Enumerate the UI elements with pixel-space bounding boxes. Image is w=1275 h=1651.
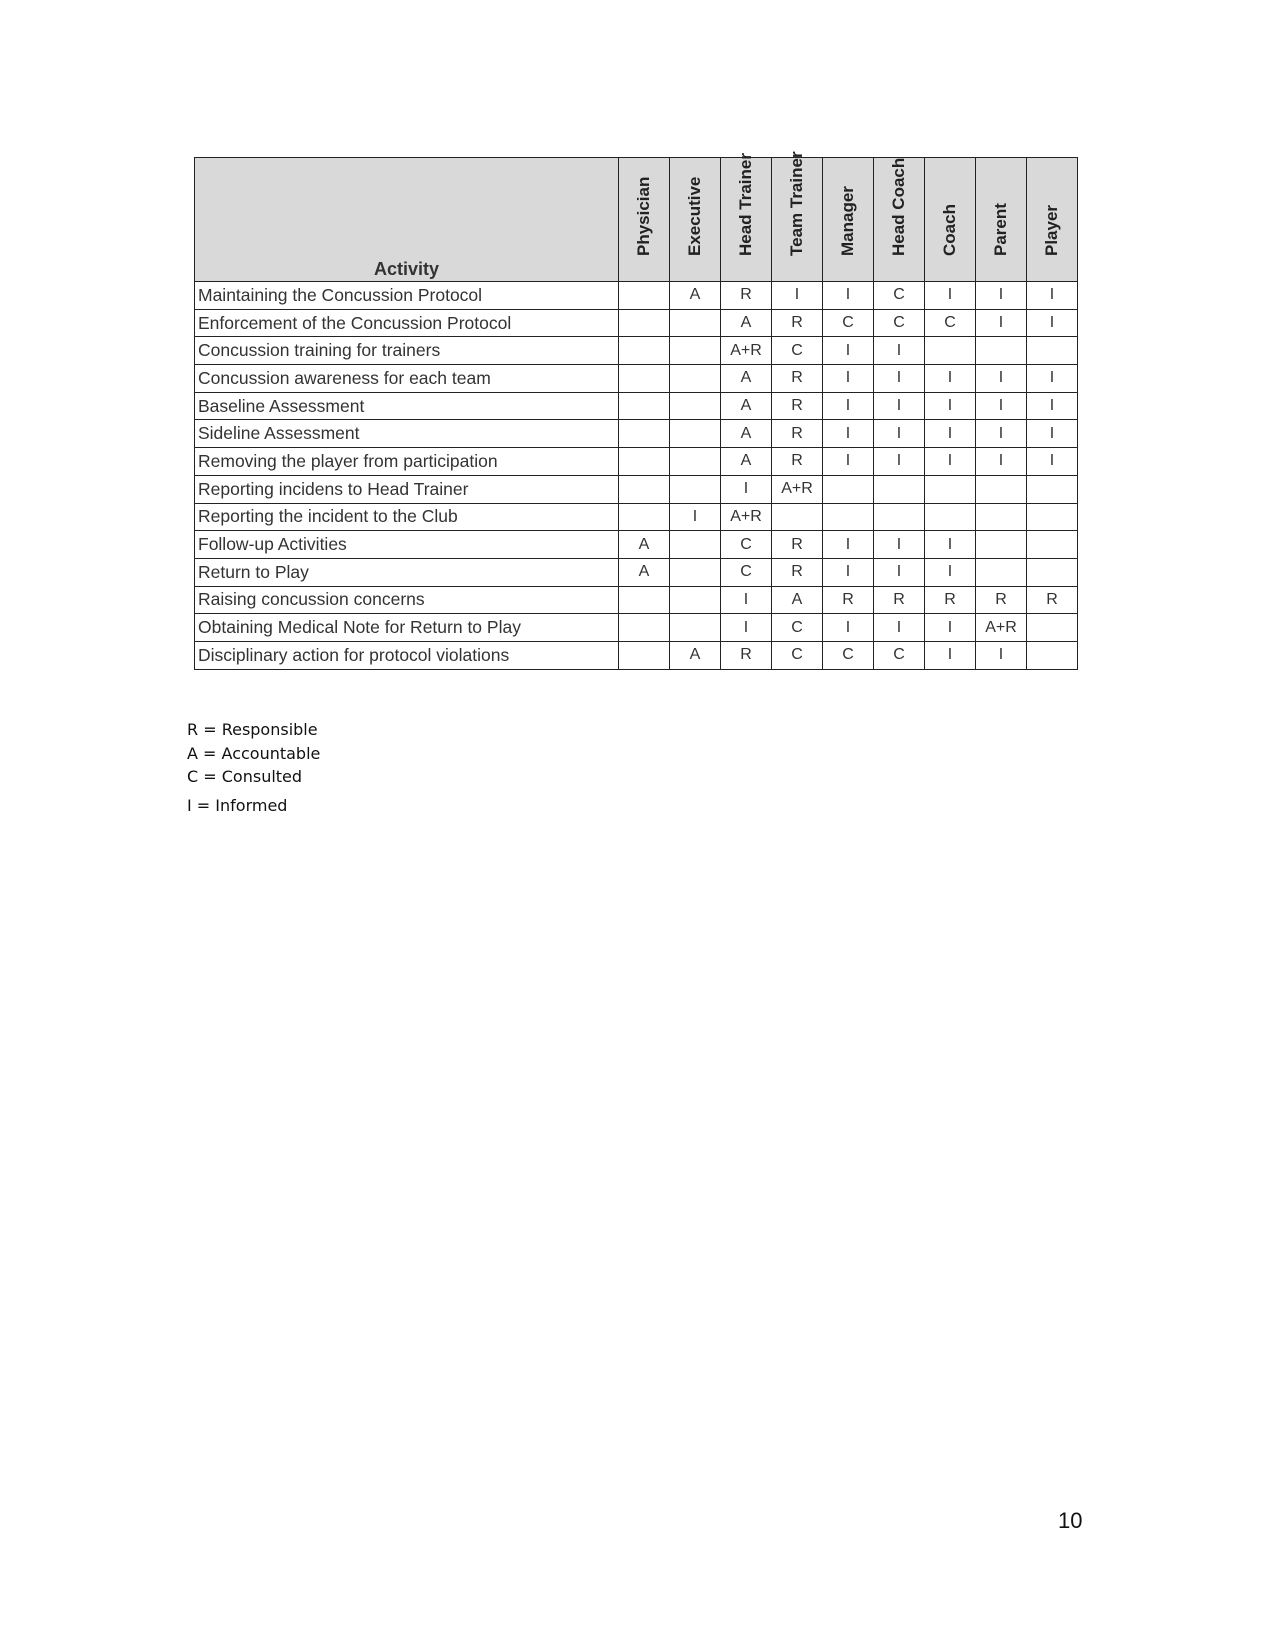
raci-cell [619,365,670,393]
table-row [195,392,1078,420]
role-column-header [670,158,721,282]
raci-cell: I [925,365,976,393]
raci-cell [976,558,1027,586]
raci-cell: C [823,641,874,669]
raci-matrix-table [194,151,1078,670]
raci-cell: R [772,420,823,448]
activity-cell: Concussion awareness for each team [195,365,619,393]
raci-cell [619,641,670,669]
raci-cell: I [823,365,874,393]
raci-cell [976,337,1027,365]
role-label: Manager [838,186,857,256]
raci-cell [619,448,670,476]
raci-cell: A [721,448,772,476]
raci-cell: I [823,558,874,586]
raci-cell [619,420,670,448]
raci-cell: I [874,392,925,420]
activity-cell: Raising concussion concerns [195,586,619,614]
raci-cell: A [619,531,670,559]
role-column-header [976,158,1027,282]
raci-cell [670,365,721,393]
raci-cell: I [976,448,1027,476]
activity-cell: Reporting the incident to the Club [195,503,619,531]
activity-cell: Follow-up Activities [195,531,619,559]
role-label: Head Trainer [736,153,755,256]
raci-cell: A [670,282,721,310]
raci-cell: I [823,448,874,476]
raci-cell: I [721,475,772,503]
raci-cell: C [721,558,772,586]
legend [187,718,320,817]
role-column-header [823,158,874,282]
raci-cell: I [925,392,976,420]
raci-cell: I [823,282,874,310]
raci-cell: C [721,531,772,559]
raci-cell [670,475,721,503]
raci-cell [823,475,874,503]
raci-cell [619,337,670,365]
raci-cell: I [823,337,874,365]
raci-cell [619,503,670,531]
raci-cell: C [925,309,976,337]
raci-cell: C [874,641,925,669]
raci-cell [1027,614,1078,642]
raci-cell [1027,475,1078,503]
raci-cell [619,614,670,642]
role-label: Executive [685,176,704,256]
table-row [195,475,1078,503]
legend-item: I = Informed [187,795,288,815]
activity-cell: Maintaining the Concussion Protocol [195,282,619,310]
raci-cell [619,586,670,614]
raci-cell: I [1027,309,1078,337]
raci-cell: I [976,365,1027,393]
raci-cell: A [772,586,823,614]
raci-cell: I [874,531,925,559]
raci-cell: I [925,641,976,669]
raci-cell: R [772,392,823,420]
raci-cell: I [874,337,925,365]
role-label: Coach [940,204,959,256]
table-row [195,503,1078,531]
activity-cell: Concussion training for trainers [195,337,619,365]
raci-cell: I [721,614,772,642]
raci-cell: I [1027,420,1078,448]
raci-cell: R [772,309,823,337]
raci-cell [670,614,721,642]
table-row [195,448,1078,476]
raci-cell [925,337,976,365]
raci-cell: A+R [772,475,823,503]
raci-cell: C [772,641,823,669]
raci-cell: I [874,365,925,393]
raci-cell [619,475,670,503]
raci-cell: C [823,309,874,337]
raci-cell [670,309,721,337]
raci-cell: I [874,420,925,448]
raci-cell: I [823,420,874,448]
raci-cell: A+R [976,614,1027,642]
raci-cell: A [619,558,670,586]
raci-cell: I [925,614,976,642]
role-label: Player [1042,204,1061,256]
raci-cell [976,503,1027,531]
table-row [195,558,1078,586]
raci-cell [619,392,670,420]
raci-cell: R [1027,586,1078,614]
table-row [195,337,1078,365]
table-body [195,282,1078,670]
role-column-header [925,158,976,282]
table-row [195,531,1078,559]
raci-cell: I [976,420,1027,448]
role-column-header [721,153,772,282]
raci-cell: C [874,282,925,310]
role-label: Head Coach [889,157,908,256]
activity-cell: Baseline Assessment [195,392,619,420]
raci-cell: A+R [721,337,772,365]
raci-cell: I [874,614,925,642]
activity-cell: Sideline Assessment [195,420,619,448]
raci-cell: I [874,448,925,476]
activity-column-header: Activity [195,158,619,282]
raci-cell: I [670,503,721,531]
raci-cell: R [976,586,1027,614]
raci-cell: I [925,448,976,476]
raci-cell: I [925,282,976,310]
raci-cell: R [721,641,772,669]
header-row [195,158,1078,282]
table-row [195,365,1078,393]
raci-cell: I [1027,448,1078,476]
raci-cell [874,475,925,503]
table-row [195,641,1078,669]
raci-cell: R [925,586,976,614]
raci-cell [976,475,1027,503]
table-row [195,586,1078,614]
raci-cell: I [823,392,874,420]
raci-cell: I [976,392,1027,420]
raci-cell [670,531,721,559]
raci-cell: I [976,282,1027,310]
legend-item: C = Consulted [187,767,303,786]
raci-cell: R [721,282,772,310]
raci-cell [619,309,670,337]
table-row [195,614,1078,642]
raci-cell: R [772,365,823,393]
raci-cell [1027,641,1078,669]
raci-cell: R [874,586,925,614]
raci-cell: A [721,420,772,448]
raci-cell: R [772,558,823,586]
raci-cell [1027,337,1078,365]
raci-cell [976,531,1027,559]
role-column-header [1027,158,1078,282]
raci-cell: I [823,531,874,559]
activity-cell: Enforcement of the Concussion Protocol [195,309,619,337]
raci-cell: R [772,531,823,559]
activity-cell: Reporting incidens to Head Trainer [195,475,619,503]
role-column-header [874,158,925,282]
activity-cell: Obtaining Medical Note for Return to Play [195,614,619,642]
raci-cell [670,586,721,614]
raci-cell: C [772,614,823,642]
role-column-header [619,158,670,282]
raci-cell: I [925,558,976,586]
raci-cell: I [1027,282,1078,310]
raci-cell [1027,503,1078,531]
raci-cell: I [925,531,976,559]
raci-cell: A [721,309,772,337]
raci-cell [1027,558,1078,586]
raci-cell: I [1027,365,1078,393]
raci-cell: I [772,282,823,310]
table-header [195,151,1078,282]
raci-cell: I [1027,392,1078,420]
raci-cell: I [925,420,976,448]
raci-cell: I [976,641,1027,669]
legend-item: R = Responsible [187,720,318,739]
raci-cell: A [721,365,772,393]
raci-cell [670,337,721,365]
raci-cell: A [670,641,721,669]
legend-item: A = Accountable [187,743,321,763]
raci-cell [874,503,925,531]
raci-cell [925,475,976,503]
raci-cell [670,392,721,420]
raci-cell: I [721,586,772,614]
raci-cell [772,503,823,531]
raci-cell: I [823,614,874,642]
activity-cell: Removing the player from participation [195,448,619,476]
raci-cell [823,503,874,531]
raci-cell [670,558,721,586]
role-column-header [772,151,823,282]
raci-cell: I [874,558,925,586]
raci-cell: C [772,337,823,365]
raci-cell: A [721,392,772,420]
raci-cell: C [874,309,925,337]
role-label: Parent [991,203,1010,256]
role-label: Physician [634,176,653,256]
table-row [195,309,1078,337]
raci-cell [1027,531,1078,559]
role-label: Team Trainer [787,151,806,256]
raci-cell: I [976,309,1027,337]
table-row [195,420,1078,448]
raci-cell: A+R [721,503,772,531]
raci-cell [670,420,721,448]
raci-cell: R [772,448,823,476]
raci-cell [619,282,670,310]
activity-cell: Disciplinary action for protocol violations [195,641,619,669]
page-number: 10 [1058,1508,1083,1533]
table-row [195,282,1078,310]
raci-cell: R [823,586,874,614]
raci-cell [670,448,721,476]
raci-cell [925,503,976,531]
activity-cell: Return to Play [195,558,619,586]
